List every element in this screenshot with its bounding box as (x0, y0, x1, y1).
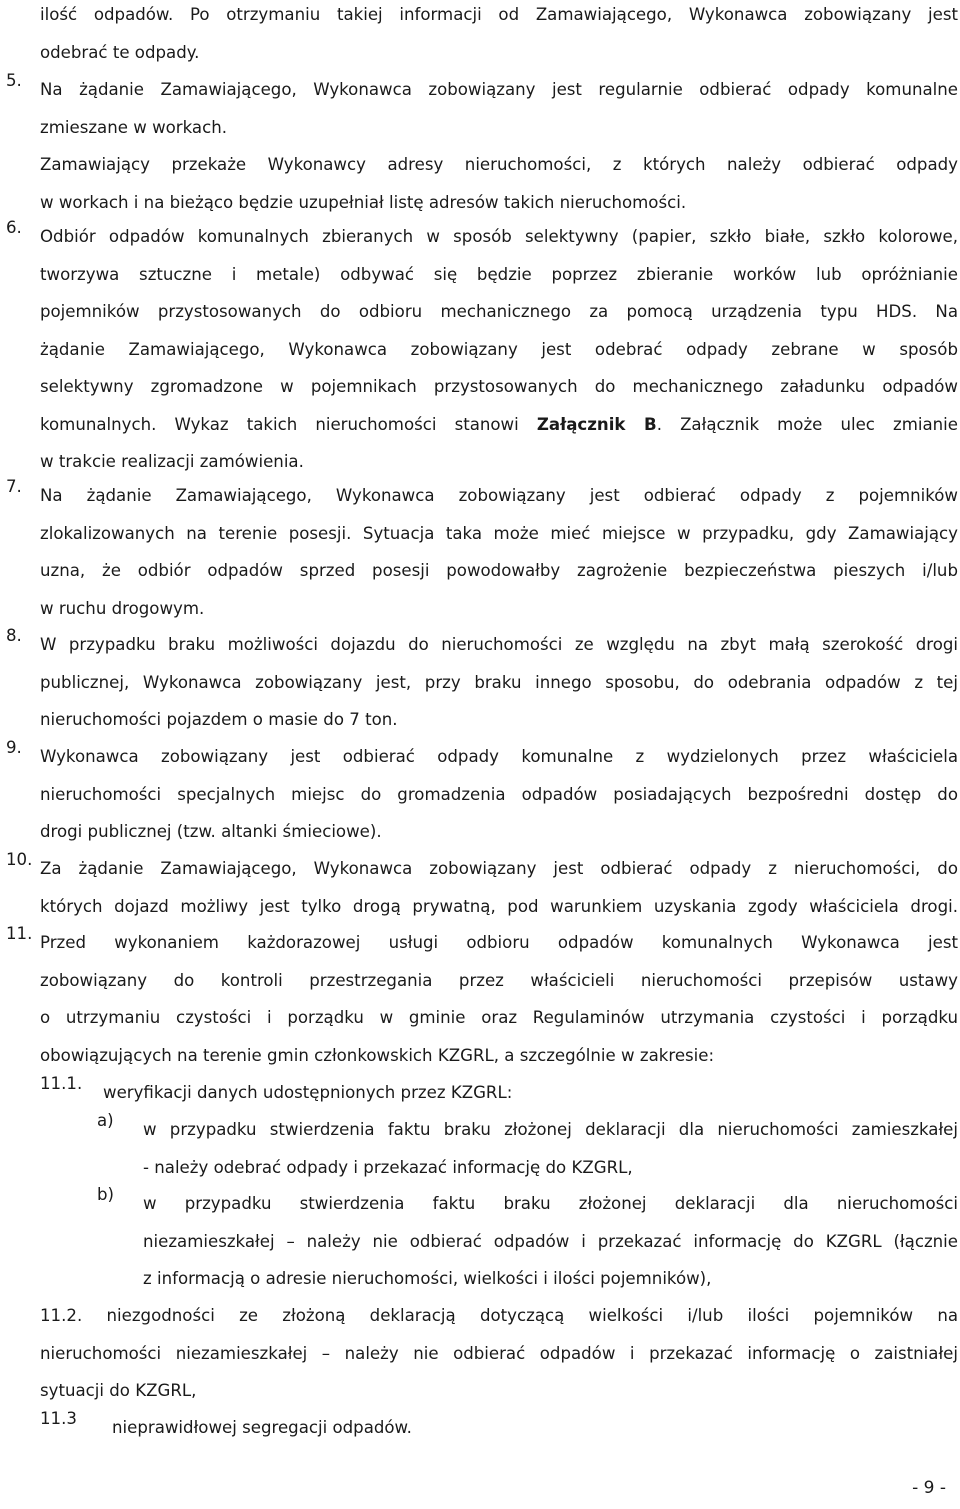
text-line: o utrzymaniu czystości i porządku w gminie oraz Regulaminów utrzymania czystości i porządku (40, 1008, 958, 1027)
list-item-10 (0, 850, 960, 925)
text-line: Na żądanie Zamawiającego, Wykonawca zobowiązany jest odbierać odpady z pojemników (40, 486, 958, 505)
attachment-b-reference: Załącznik B (536, 414, 657, 434)
text-line (40, 406, 958, 444)
text-line: zlokalizowanych na terenie posesji. Sytuacja taka może mieć miejsce w przypadku, gdy Zamawiający (40, 523, 958, 543)
text-line: nieruchomości pojazdem o masie do 7 ton. (40, 710, 398, 729)
list-item-8 (0, 626, 960, 739)
text-line: tworzywa sztuczne i metale) odbywać się będzie poprzez zbieranie worków lub opróżnianie (40, 264, 958, 284)
list-number: 10. (6, 850, 33, 869)
text-line: z informacją o adresie nieruchomości, wielkości i ilości pojemników), (143, 1269, 712, 1288)
sub-item-11-1 (0, 1074, 960, 1112)
list-item-5 (0, 71, 960, 221)
paragraph-4-continuation (0, 0, 960, 71)
text-line: Za żądanie Zamawiającego, Wykonawca zobowiązany jest odbierać odpady z nieruchomości, do (40, 859, 958, 878)
sub-item-number: 11.2. (40, 1306, 83, 1325)
text-segment: niezgodności ze złożoną deklaracją dotyczącą wielkości i/lub ilości pojemników na (106, 1306, 959, 1325)
text-segment: . Załącznik może ulec zmianie (656, 414, 958, 434)
text-line: w ruchu drogowym. (40, 598, 205, 618)
text-line: w przypadku stwierdzenia faktu braku złożonej deklaracji dla nieruchomości (143, 1194, 958, 1213)
list-number: 6. (6, 218, 22, 237)
list-number: 8. (6, 626, 22, 645)
page-number: - 9 - (912, 1478, 946, 1498)
text-line: pojemników przystosowanych do odbioru mechanicznego za pomocą urządzenia typu HDS. Na (40, 302, 958, 321)
list-number: 7. (6, 477, 22, 496)
text-line: Przed wykonaniem każdorazowej usługi odbioru odpadów komunalnych Wykonawca jest (40, 933, 958, 952)
text-line: zmieszane w workach. (40, 117, 228, 137)
text-line: Odbiór odpadów komunalnych zbieranych w sposób selektywny (papier, szkło białe, szkło kolorowe, (40, 227, 958, 246)
text-line: niezamieszkałej – należy nie odbierać odpadów i przekazać informację do KZGRL (łącznie (143, 1231, 958, 1251)
list-item-11 (0, 924, 960, 1074)
text-line: nieprawidłowej segregacji odpadów. (112, 1418, 412, 1437)
text-line: nieruchomości specjalnych miejsc do gromadzenia odpadów posiadających bezpośredni dostęp do (40, 784, 958, 804)
text-line: ilość odpadów. Po otrzymaniu takiej informacji od Zamawiającego, Wykonawca zobowiązany jest (40, 5, 958, 24)
text-segment: komunalnych. Wykaz takich nieruchomości stanowi (40, 414, 519, 434)
sub-item-11-3 (0, 1409, 960, 1447)
text-line: Wykonawca zobowiązany jest odbierać odpady komunalne z wydzielonych przez właściciela (40, 747, 958, 766)
text-line: w trakcie realizacji zamówienia. (40, 452, 304, 471)
sub-item-b (0, 1185, 960, 1298)
text-line: publicznej, Wykonawca zobowiązany jest, przy braku innego sposobu, do odebrania odpadów z tej (40, 672, 958, 692)
list-number: 9. (6, 738, 22, 757)
text-line: Na żądanie Zamawiającego, Wykonawca zobowiązany jest regularnie odbierać odpady komunalne (40, 80, 958, 99)
text-line: drogi publicznej (tzw. altanki śmieciowe). (40, 822, 382, 841)
text-line: w workach i na bieżąco będzie uzupełniał listę adresów takich nieruchomości. (40, 192, 687, 212)
sub-item-number: 11.3 (40, 1409, 77, 1428)
text-line: Zamawiający przekaże Wykonawcy adresy nieruchomości, z których należy odbierać odpady (40, 155, 958, 174)
text-line: odebrać te odpady. (40, 42, 200, 62)
list-item-6 (0, 218, 960, 481)
text-line: których dojazd możliwy jest tylko drogą prywatną, pod warunkiem uzyskania zgody właściciela drogi. (40, 896, 958, 916)
text-line: uzna, że odbiór odpadów sprzed posesji powodowałby zagrożenie bezpieczeństwa pieszych i/lub (40, 561, 958, 580)
sub-item-11-2 (0, 1297, 960, 1410)
letter-label: b) (97, 1185, 115, 1204)
list-number: 11. (6, 924, 33, 943)
text-line: selektywny zgromadzone w pojemnikach przystosowanych do mechanicznego załadunku odpadów (40, 377, 958, 396)
text-line: W przypadku braku możliwości dojazdu do nieruchomości ze względu na zbyt małą szerokość drogi (40, 635, 958, 654)
list-item-7 (0, 477, 960, 627)
text-line: żądanie Zamawiającego, Wykonawca zobowiązany jest odebrać odpady zebrane w sposób (40, 339, 958, 359)
text-line: zobowiązany do kontroli przestrzegania przez właścicieli nieruchomości przepisów ustawy (40, 970, 958, 990)
text-line: sytuacji do KZGRL, (40, 1381, 197, 1400)
text-line: nieruchomości niezamieszkałej – należy nie odbierać odpadów i przekazać informację o zaistniałej (40, 1343, 958, 1363)
letter-label: a) (97, 1111, 114, 1130)
text-line: - należy odebrać odpady i przekazać informację do KZGRL, (143, 1157, 633, 1177)
sub-item-a (0, 1111, 960, 1186)
text-line: obowiązujących na terenie gmin członkowskich KZGRL, a szczególnie w zakresie: (40, 1045, 715, 1065)
list-item-9 (0, 738, 960, 851)
text-line (40, 1297, 958, 1335)
sub-item-number: 11.1. (40, 1074, 83, 1093)
text-line: w przypadku stwierdzenia faktu braku złożonej deklaracji dla nieruchomości zamieszkałej (143, 1120, 958, 1139)
list-number: 5. (6, 71, 22, 90)
text-line: weryfikacji danych udostępnionych przez KZGRL: (103, 1083, 513, 1102)
